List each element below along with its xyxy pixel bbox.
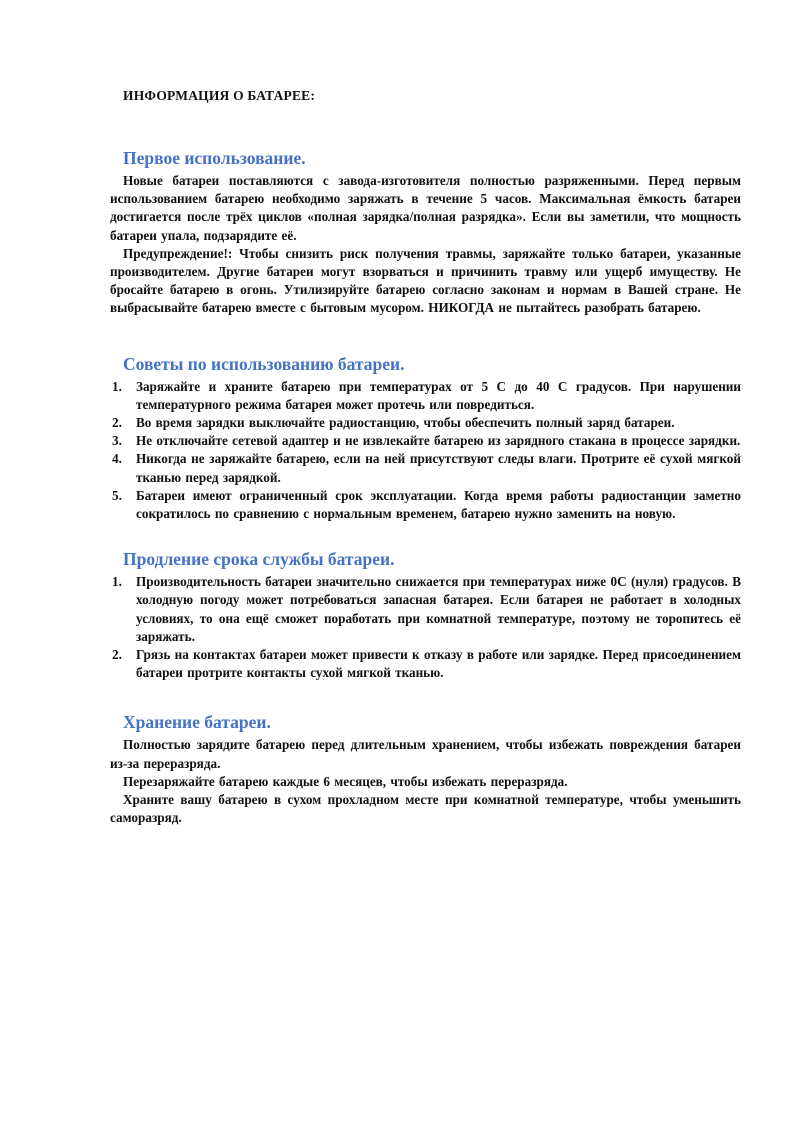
list-item: [110, 646, 741, 682]
list-item-text: Во время зарядки выключайте радиостанцию, чтобы обеспечить полный заряд батареи.: [136, 415, 675, 431]
section-heading-usage-tips: Советы по использованию батареи.: [123, 353, 405, 374]
list-item-text: Производительность батареи значительно снижается при температурах ниже 0С (нуля) градусов. В холодную погоду может потребоваться запасная батарея. Если батарея не работает в холодных условиях, то она ещё сможет поработать при комнатной температуре, поэтому не торопитесь её заряжать.: [136, 574, 741, 644]
paragraph-warning: Предупреждение!: Чтобы снизить риск получения травмы, заряжайте только батареи, указанные производителем. Другие батареи могут взорваться и причинить травму или ущерб имуществу. Не бросайте батарею в огонь. Утилизируйте батарею согласно законам и нормам в Вашей стране. Не выбрасывайте батарею вместе с бытовым мусором. НИКОГДА не пытайтесь разобрать батарею.: [110, 245, 741, 316]
list-item-text: Никогда не заряжайте батарею, если на ней присутствуют следы влаги. Протрите её сухой мягкой тканью перед зарядкой.: [136, 451, 741, 485]
paragraph: Храните вашу батарею в сухом прохладном месте при комнатной температуре, чтобы уменьшить саморазряд.: [110, 792, 741, 826]
document-title: ИНФОРМАЦИЯ О БАТАРЕЕ:: [123, 88, 316, 103]
paragraph: Новые батареи поставляются с завода-изготовителя полностью разряженными. Перед первым использованием батарею необходимо заряжать в течение 5 часов. Максимальная ёмкость батареи достигается после трёх циклов «полная зарядка/полная разрядка». Если вы заметили, что мощность батареи упала, подзарядите её.: [110, 173, 741, 243]
list-item: [110, 487, 741, 523]
list-item-number: 2.: [112, 647, 122, 663]
section-usage-tips: [110, 354, 741, 524]
list-item: [110, 432, 741, 450]
list-item: [110, 573, 741, 646]
list-item-text: Грязь на контактах батареи может привести к отказу в работе или зарядке. Перед присоединением батареи протрите контакты сухой мягкой тканью.: [136, 647, 741, 681]
paragraph: Перезаряжайте батарею каждые 6 месяцев, чтобы избежать переразряда.: [123, 773, 568, 789]
numbered-list: [110, 378, 741, 524]
section-heading-prolong-life: Продление срока службы батареи.: [123, 549, 395, 570]
numbered-list: [110, 573, 741, 682]
list-item-number: 2.: [112, 415, 122, 431]
section-prolong-life: [110, 549, 741, 682]
list-item-number: 4.: [112, 451, 122, 467]
list-item: [110, 450, 741, 486]
list-item: [110, 378, 741, 414]
section-first-use: [110, 148, 741, 318]
list-item: [110, 414, 741, 432]
paragraph: Полностью зарядите батарею перед длительным хранением, чтобы избежать повреждения батареи из-за переразряда.: [110, 737, 741, 771]
list-item-text: Батареи имеют ограниченный срок эксплуатации. Когда время работы радиостанции заметно сократилось по сравнению с нормальным временем, батарею нужно заменить на новую.: [136, 487, 741, 522]
list-item-text: Не отключайте сетевой адаптер и не извлекайте батарею из зарядного стакана в процессе зарядки.: [136, 433, 741, 449]
list-item-number: 5.: [112, 487, 122, 503]
section-heading-first-use: Первое использование.: [123, 148, 306, 168]
section-storage: [110, 712, 741, 827]
list-item-text: Заряжайте и храните батарею при температурах от 5 С до 40 С градусов. При нарушении температурного режима батарея может протечь или повредиться.: [136, 378, 741, 412]
list-item-number: 1.: [112, 574, 122, 590]
section-heading-storage: Хранение батареи.: [123, 712, 271, 733]
list-item-number: 1.: [112, 378, 122, 394]
list-item-number: 3.: [112, 433, 122, 449]
